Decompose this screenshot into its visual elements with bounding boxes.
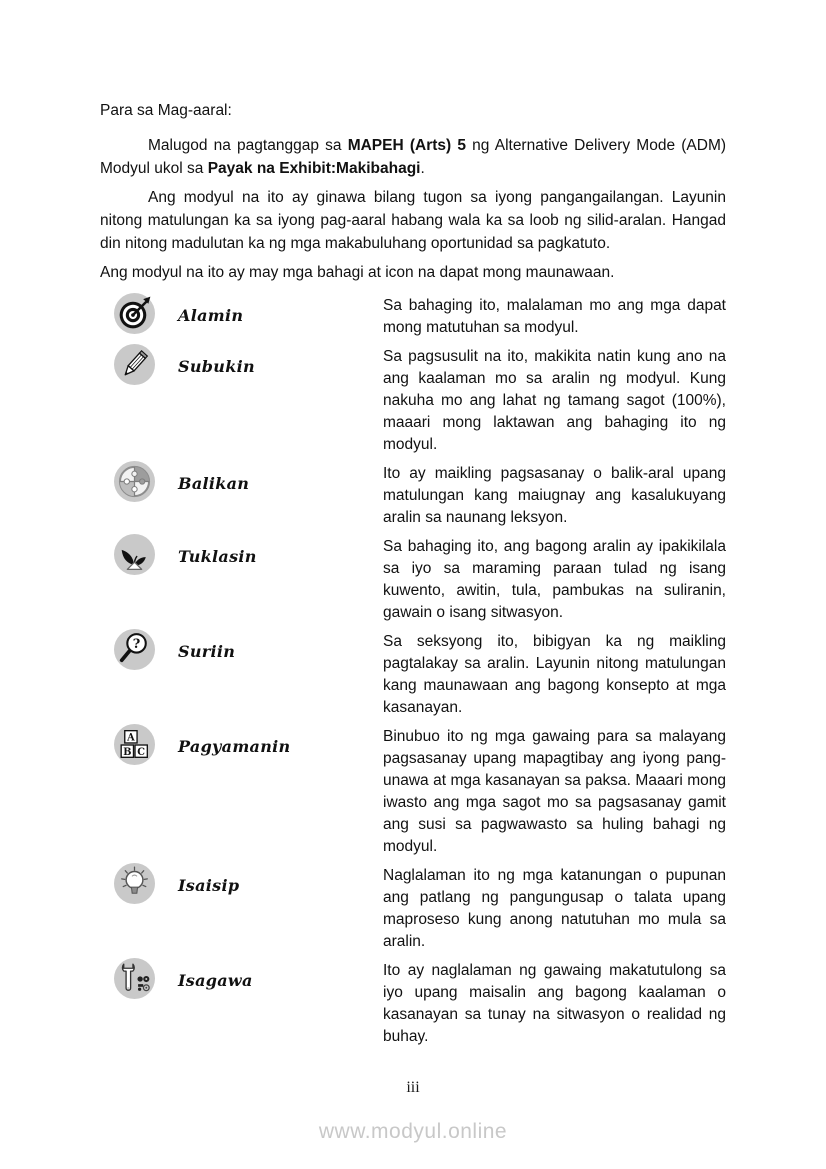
icon-guide-table bbox=[100, 295, 726, 1048]
svg-text:A: A bbox=[127, 732, 135, 744]
module-title-bold: MAPEH (Arts) 5 bbox=[347, 137, 466, 154]
intro-paragraph-2: Ang modyul na ito ay ginawa bilang tugon sa iyong pangangailangan. Layunin nitong matulungan ka sa iyong pag-aaral habang wala ka sa loob ng silid-aralan. Hangad din nitong madulutan ka ng mga makabuluhang oportunidad sa pagkatuto. bbox=[100, 189, 726, 252]
section-label: Pagyamanin bbox=[178, 737, 291, 756]
section-description: Sa bahaging ito, ang bagong aralin ay ipakikilala sa iyo sa maraming paraan tulad ng isang kuwento, awitin, tula, pambukas na suliranin, gawain o isang sitwasyon. bbox=[383, 538, 726, 621]
pencil-icon bbox=[114, 344, 155, 385]
section-label: Isagawa bbox=[178, 971, 253, 990]
section-description: Ito ay naglalaman ng gawaing makatutulong sa iyo upang maisalin ang bagong kaalaman o kasanayan sa tunay na sitwasyon o realidad ng buhay. bbox=[383, 962, 726, 1045]
sprout-icon bbox=[114, 534, 155, 575]
intro-p1-pre: Malugod na pagtanggap sa bbox=[148, 137, 348, 154]
icon-row-isaisip bbox=[100, 865, 726, 953]
section-description: Sa bahaging ito, malalaman mo ang mga dapat mong matutuhan sa modyul. bbox=[383, 297, 726, 336]
svg-text:B: B bbox=[123, 746, 132, 758]
module-topic-bold: Payak na Exhibit:Makibahagi bbox=[207, 160, 421, 177]
section-description: Sa seksyong ito, bibigyan ka ng maikling pagtalakay sa aralin. Layunin nitong matulungan kang maunawaan ang bagong konsepto at mga kasanayan. bbox=[383, 633, 726, 716]
section-description: Naglalaman ito ng mga katanungan o pupunan ang patlang ng pangungusap o talata upang maproseso kung anong natutuhan mo mula sa aralin. bbox=[383, 867, 726, 950]
intro-paragraph-1 bbox=[100, 134, 726, 180]
abc-blocks-icon bbox=[114, 724, 155, 765]
intro-p1-mid: ng Alternative Delivery Mode (ADM) Modyul ukol sa bbox=[100, 137, 727, 177]
magnifier-question-icon bbox=[114, 629, 155, 670]
section-description: Binubuo ito ng mga gawaing para sa malayang pagsasanay upang mapagtibay ang iyong pang-unawa at mga kasanayan sa paksa. Maaari mong iwasto ang mga sagot mo sa pagsasanay gamit ang susi sa pagwawasto sa huling bahagi ng modyul. bbox=[383, 728, 726, 855]
svg-text:?: ? bbox=[132, 637, 141, 653]
section-label: Isaisip bbox=[178, 876, 240, 895]
icon-row-alamin bbox=[100, 295, 726, 339]
icon-row-subukin bbox=[100, 346, 726, 456]
section-description: Sa pagsusulit na ito, makikita natin kung ano na ang kaalaman mo sa aralin ng modyul. Kung nakuha mo ang lahat ng tamang sagot (100%), maaari mong laktawan ang bahaging ito ng modyul. bbox=[383, 348, 726, 453]
intro-p1-end: . bbox=[420, 160, 425, 177]
page-number: iii bbox=[406, 1079, 420, 1096]
section-description: Ito ay maikling pagsasanay o balik-aral upang matulungan kang maiugnay ang kasalukuyang aralin sa naunang leksyon. bbox=[383, 465, 726, 526]
section-label: Subukin bbox=[178, 357, 255, 376]
puzzle-icon bbox=[114, 461, 155, 502]
intro-paragraph-3: Ang modyul na ito ay may mga bahagi at icon na dapat mong maunawaan. bbox=[100, 264, 615, 281]
watermark-text: www.modyul.online bbox=[318, 1120, 508, 1143]
lightbulb-icon bbox=[114, 863, 155, 904]
target-icon bbox=[114, 293, 155, 334]
section-label: Suriin bbox=[178, 642, 236, 661]
icon-row-balikan bbox=[100, 463, 726, 529]
icon-row-pagyamanin bbox=[100, 726, 726, 858]
svg-text:C: C bbox=[137, 746, 146, 758]
icon-row-suriin bbox=[100, 631, 726, 719]
section-label: Tuklasin bbox=[178, 547, 257, 566]
icon-row-isagawa bbox=[100, 960, 726, 1048]
page-heading: Para sa Mag-aaral: bbox=[100, 102, 232, 119]
icon-row-tuklasin bbox=[100, 536, 726, 624]
section-label: Alamin bbox=[178, 306, 244, 325]
section-label: Balikan bbox=[178, 474, 250, 493]
tools-icon bbox=[114, 958, 155, 999]
